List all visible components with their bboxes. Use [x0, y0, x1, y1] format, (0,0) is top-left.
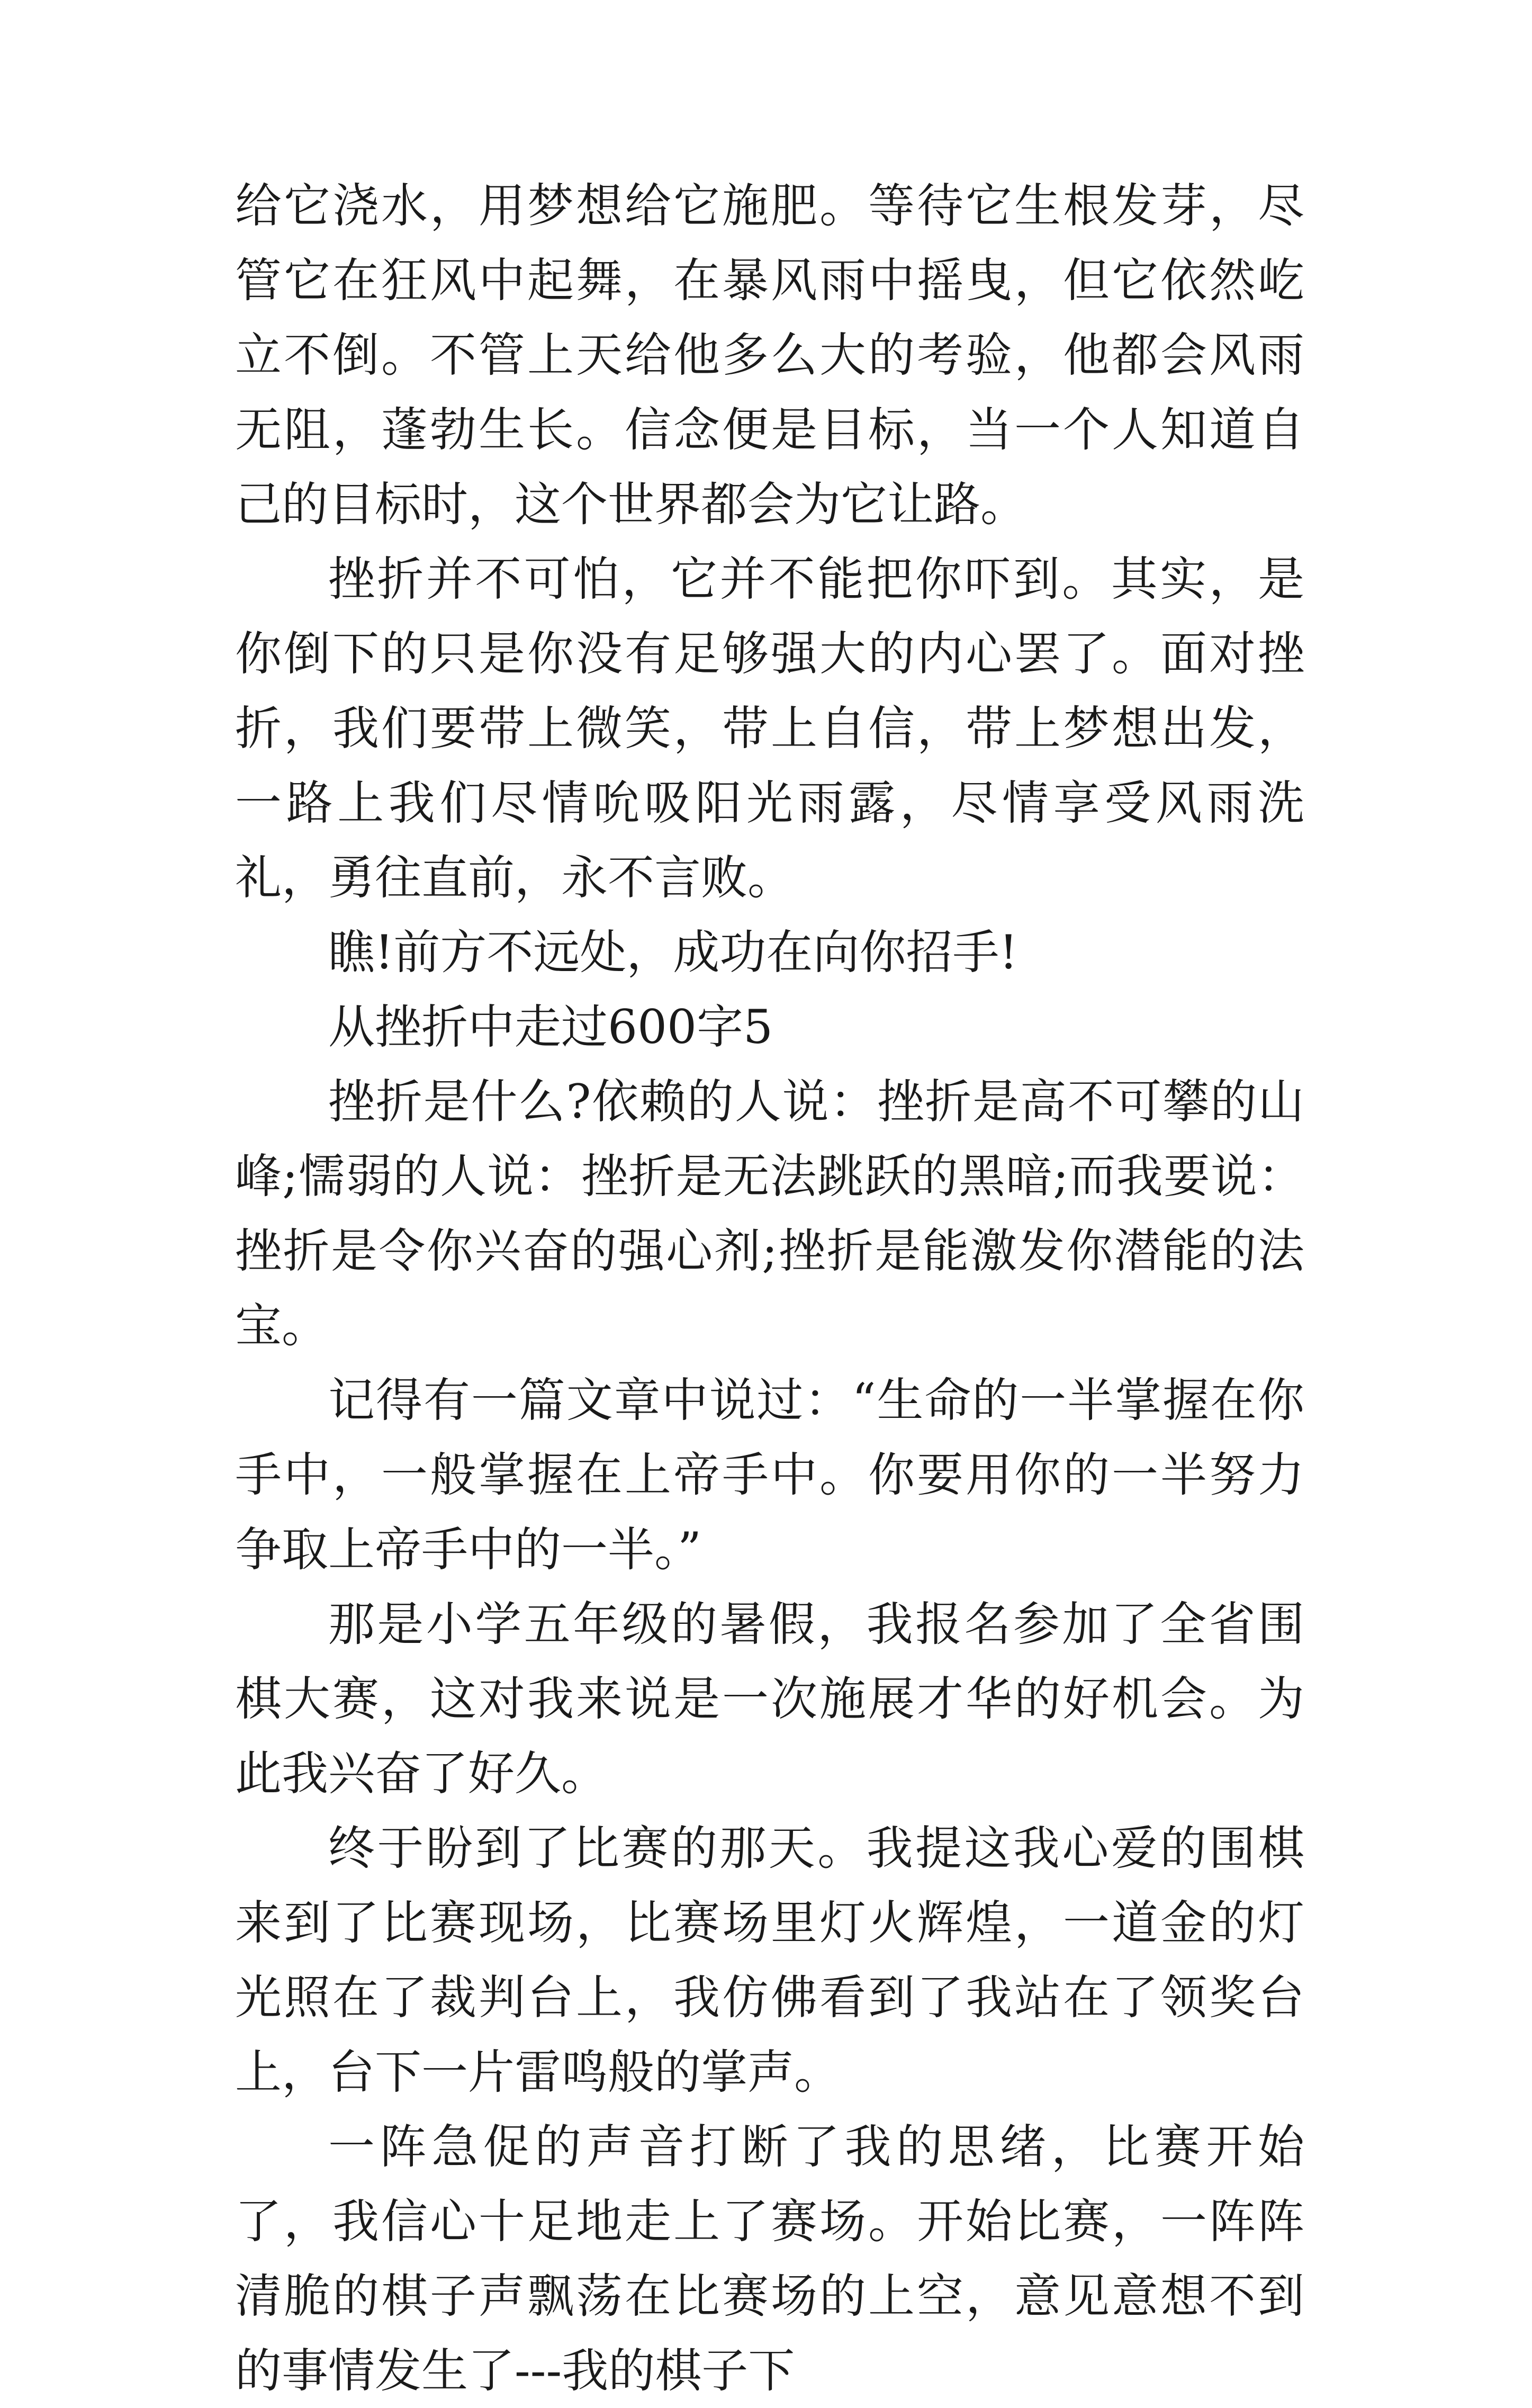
section-heading: 从挫折中走过600字5 [328, 1000, 773, 1054]
paragraph: 瞧!前方不远处，成功在向你招手! [328, 925, 1018, 980]
paragraph: 给它浇水，用梦想给它施肥。等待它生根发芽，尽管它在狂风中起舞，在暴风雨中摇曳，但它依然屹立不倒。不管上天给他多么大的考验，他都会风雨无阻，蓬勃生长。信念便是目标，当一个人知道自己的目标时，这个世界都会为它让路。 [235, 178, 1304, 532]
paragraph: 终于盼到了比赛的那天。我提这我心爱的围棋来到了比赛现场，比赛场里灯火辉煌，一道金的灯光照在了裁判台上，我仿佛看到了我站在了领奖台上，台下一片雷鸣般的掌声。 [235, 1821, 1304, 2099]
paragraph: 那是小学五年级的暑假，我报名参加了全省围棋大赛，这对我来说是一次施展才华的好机会。为此我兴奋了好久。 [235, 1597, 1304, 1801]
paragraph: 一阵急促的声音打断了我的思绪，比赛开始了，我信心十足地走上了赛场。开始比赛，一阵阵清脆的棋子声飘荡在比赛场的上空，意见意想不到的事情发生了---我的棋子下 [235, 2119, 1304, 2398]
paragraph: 记得有一篇文章中说过：“生命的一半掌握在你手中，一般掌握在上帝手中。你要用你的一半努力争取上帝手中的一半。” [235, 1373, 1304, 1577]
paragraph: 挫折是什么?依赖的人说：挫折是高不可攀的山峰;懦弱的人说：挫折是无法跳跃的黑暗;而我要说：挫折是令你兴奋的强心剂;挫折是能激发你潜能的法宝。 [235, 1074, 1304, 1353]
document-body [235, 168, 1304, 2408]
paragraph: 挫折并不可怕，它并不能把你吓到。其实，是你倒下的只是你没有足够强大的内心罢了。面对挫折，我们要带上微笑，带上自信，带上梦想出发，一路上我们尽情吮吸阳光雨露，尽情享受风雨洗礼，勇往直前，永不言败。 [235, 552, 1304, 905]
